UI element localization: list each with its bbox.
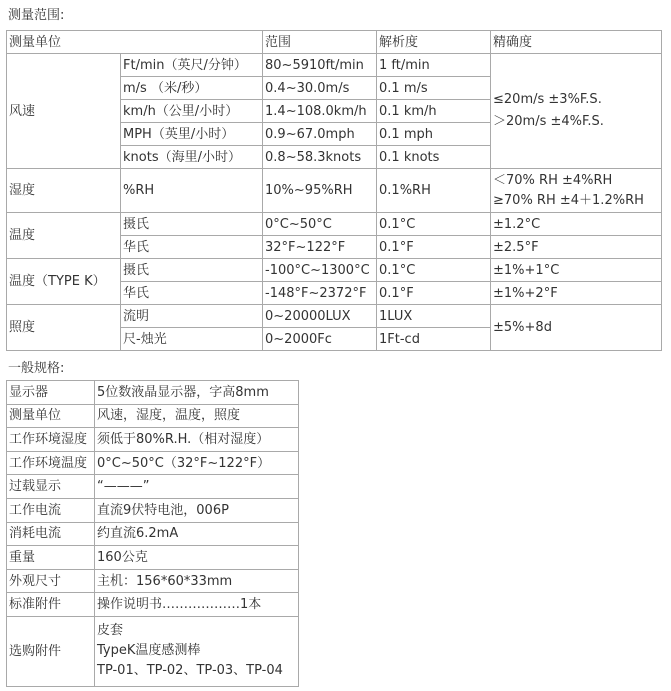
spec-label: 选购附件 <box>7 616 95 686</box>
table-row <box>7 522 299 546</box>
table-header-row <box>7 31 662 54</box>
spec-label: 消耗电流 <box>7 522 95 546</box>
table-row <box>7 428 299 452</box>
range-cell: 0.9~67.0mph <box>263 123 377 146</box>
accessory-line: TP-01、TP-02、TP-03、TP-04 <box>97 663 283 679</box>
table-row <box>7 546 299 570</box>
table-row <box>7 259 662 282</box>
resolution-cell: 0.1°C <box>377 213 491 236</box>
resolution-cell: 1LUX <box>377 305 491 328</box>
spec-label: 测量单位 <box>7 404 95 428</box>
wind-label: 风速 <box>7 54 121 169</box>
range-cell: -148°F~2372°F <box>263 282 377 305</box>
header-unit: 测量单位 <box>7 31 263 54</box>
unit-cell: knots（海里/小时） <box>121 146 263 169</box>
general-spec-table <box>6 380 299 687</box>
accuracy-line: ≥70% RH ±4＋1.2%RH <box>493 192 644 208</box>
table-row <box>7 213 662 236</box>
table-row <box>7 475 299 499</box>
header-resolution: 解析度 <box>377 31 491 54</box>
temp-k-label: 温度（TYPE K） <box>7 259 121 305</box>
accuracy-line: ≤20m/s ±3%F.S. <box>493 92 602 107</box>
unit-cell: 摄氏 <box>121 213 263 236</box>
unit-cell: Ft/min（英尺/分钟） <box>121 54 263 77</box>
measurement-range-table <box>6 30 662 351</box>
table-row <box>7 616 299 686</box>
resolution-cell: 0.1°C <box>377 259 491 282</box>
accuracy-cell: ±1%+2°F <box>491 282 662 305</box>
range-cell: 1.4~108.0km/h <box>263 100 377 123</box>
resolution-cell: 0.1%RH <box>377 169 491 213</box>
lux-label: 照度 <box>7 305 121 351</box>
spec-label: 工作环境湿度 <box>7 428 95 452</box>
accuracy-line: ＞20m/s ±4%F.S. <box>493 114 604 129</box>
unit-cell: 尺-烛光 <box>121 328 263 351</box>
unit-cell: 流明 <box>121 305 263 328</box>
spec-label: 外观尺寸 <box>7 569 95 593</box>
header-range: 范围 <box>263 31 377 54</box>
resolution-cell: 1 ft/min <box>377 54 491 77</box>
lux-accuracy: ±5%+8d <box>491 305 662 351</box>
resolution-cell: 1Ft-cd <box>377 328 491 351</box>
range-cell: 32°F~122°F <box>263 236 377 259</box>
spec-value: 风速，湿度，温度，照度 <box>95 404 299 428</box>
accessory-line: TypeK温度感测棒 <box>97 643 201 659</box>
resolution-cell: 0.1°F <box>377 282 491 305</box>
unit-cell: MPH（英里/小时） <box>121 123 263 146</box>
spec-value: 0°C~50°C（32°F~122°F） <box>95 451 299 475</box>
resolution-cell: 0.1 km/h <box>377 100 491 123</box>
unit-cell: m/s （米/秒） <box>121 77 263 100</box>
accuracy-line: ＜70% RH ±4%RH <box>493 172 613 188</box>
resolution-cell: 0.1°F <box>377 236 491 259</box>
unit-cell: 华氏 <box>121 282 263 305</box>
unit-cell: %RH <box>121 169 263 213</box>
header-accuracy: 精确度 <box>491 31 662 54</box>
resolution-cell: 0.1 knots <box>377 146 491 169</box>
spec-value: 160公克 <box>95 546 299 570</box>
unit-cell: 华氏 <box>121 236 263 259</box>
optional-accessories <box>95 616 299 686</box>
accuracy-cell: ±2.5°F <box>491 236 662 259</box>
spec-value: 约直流6.2mA <box>95 522 299 546</box>
section-title-range: 测量范围: <box>8 8 65 23</box>
spec-label: 显示器 <box>7 381 95 405</box>
table-row <box>7 404 299 428</box>
spec-value: 5位数液晶显示器，字高8mm <box>95 381 299 405</box>
table-row <box>7 381 299 405</box>
resolution-cell: 0.1 mph <box>377 123 491 146</box>
range-cell: 80~5910ft/min <box>263 54 377 77</box>
unit-cell: km/h（公里/小时） <box>121 100 263 123</box>
range-cell: 0~20000LUX <box>263 305 377 328</box>
range-cell: 0.4~30.0m/s <box>263 77 377 100</box>
spec-value: “———” <box>95 475 299 499</box>
humidity-label: 湿度 <box>7 169 121 213</box>
range-cell: 0°C~50°C <box>263 213 377 236</box>
range-cell: -100°C~1300°C <box>263 259 377 282</box>
table-row <box>7 593 299 617</box>
spec-value: 直流9伏特电池，006P <box>95 498 299 522</box>
spec-label: 标准附件 <box>7 593 95 617</box>
humidity-accuracy <box>491 169 662 213</box>
spec-label: 工作环境温度 <box>7 451 95 475</box>
spec-value: 操作说明书………………1本 <box>95 593 299 617</box>
spec-value: 主机：156*60*33mm <box>95 569 299 593</box>
spec-label: 重量 <box>7 546 95 570</box>
section-title-specs: 一般规格: <box>8 361 65 376</box>
accessory-line: 皮套 <box>97 623 124 639</box>
spec-value: 须低于80%R.H.（相对湿度） <box>95 428 299 452</box>
accuracy-cell: ±1.2°C <box>491 213 662 236</box>
table-row <box>7 451 299 475</box>
unit-cell: 摄氏 <box>121 259 263 282</box>
table-row <box>7 498 299 522</box>
temp-label: 温度 <box>7 213 121 259</box>
range-cell: 0.8~58.3knots <box>263 146 377 169</box>
spec-label: 过载显示 <box>7 475 95 499</box>
table-row <box>7 54 662 77</box>
accuracy-cell: ±1%+1°C <box>491 259 662 282</box>
spec-label: 工作电流 <box>7 498 95 522</box>
range-cell: 0~2000Fc <box>263 328 377 351</box>
table-row <box>7 305 662 328</box>
table-row <box>7 169 662 213</box>
table-row <box>7 569 299 593</box>
wind-accuracy <box>491 54 662 169</box>
resolution-cell: 0.1 m/s <box>377 77 491 100</box>
range-cell: 10%~95%RH <box>263 169 377 213</box>
